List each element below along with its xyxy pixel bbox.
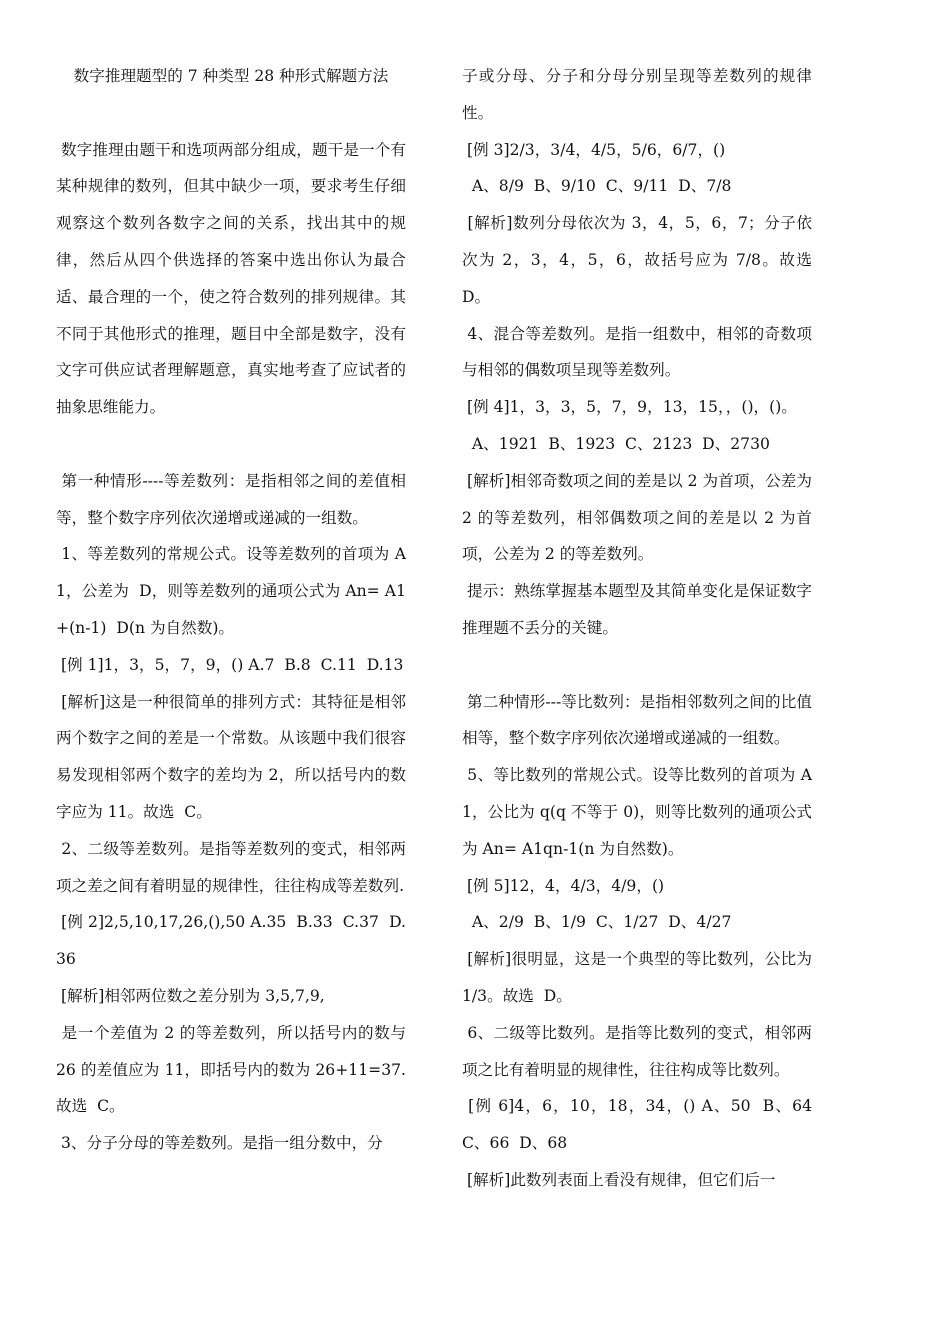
example-5-options: A、2/9 B、1/9 C、1/27 D、4/27 [462, 913, 732, 932]
rule-5-paragraph: 5、等比数列的常规公式。设等比数列的首项为 A1，公比为 q(q 不等于 0)，则等比数列的通项公式为 An= A1qn-1(n 为自然数)。 [462, 766, 812, 858]
section-heading-arithmetic: 第一种情形----等差数列：是指相邻之间的差值相等，整个数字序列依次递增或递减的一组数。 [56, 471, 407, 527]
example-4-options: A、1921 B、1923 C、2123 D、2730 [462, 434, 770, 453]
document-title: 数字推理题型的 7 种类型 28 种形式解题方法 [73, 67, 389, 85]
rule-4-paragraph: 4、混合等差数列。是指一组数中，相邻的奇数项与相邻的偶数项呈现等差数列。 [462, 324, 812, 380]
intro-paragraph: 数字推理由题干和选项两部分组成，题干是一个有某种规律的数列，但其中缺少一项，要求考生仔细观察这个数列各数字之间的关系，找出其中的规律，然后从四个供选择的答案中选出你认为最合适、最合理的一个，使之符合数列的排列规律。其不同于其他形式的推理，题目中全部是数字，没有文字可供应试者理解题意，真实地考查了应试者的抽象思维能力。 [56, 140, 406, 417]
analysis-4: [解析]相邻奇数项之间的差是以 2 为首项，公差为 2 的等差数列，相邻偶数项之间的差是以 2 为首项，公差为 2 的等差数列。 [462, 471, 817, 564]
rule-3-paragraph: 3、分子分母的等差数列。是指一组分数中，分 [56, 1134, 383, 1153]
blank-line [462, 647, 812, 684]
section-heading-geometric: 第二种情形---等比数列：是指相邻数列之间的比值相等，整个数字序列依次递增或递减的一组数。 [462, 692, 812, 748]
example-4: [例 4]1，3，3，5，7，9，13，15，，()，()。 [462, 398, 797, 417]
rule-6-paragraph: 6、二级等比数列。是指等比数列的变式，相邻两项之比有着明显的规律性，往往构成等比数列。 [462, 1023, 812, 1079]
left-column [56, 58, 411, 1162]
blank-line [56, 426, 406, 463]
example-3-options: A、8/9 B、9/10 C、9/11 D、7/8 [462, 177, 732, 196]
analysis-5: [解析]很明显，这是一个典型的等比数列，公比为 1/3。故选 D。 [462, 950, 817, 1005]
analysis-6: [解析]此数列表面上看没有规律，但它们后一 [462, 1170, 776, 1189]
example-1: [例 1]1，3，5，7，9，() A.7 B.8 C.11 D.13 [56, 655, 404, 674]
rule-2-paragraph: 2、二级等差数列。是指等差数列的变式，相邻两项之差之间有着明显的规律性，往往构成等差数列. [56, 839, 406, 895]
example-2: [例 2]2,5,10,17,26,(),50 A.35 B.33 C.37 D.36 [56, 913, 406, 969]
rule-3-continued: 子或分母、分子和分母分别呈现等差数列的规律性。 [462, 67, 812, 122]
example-3: [例 3]2/3，3/4，4/5，5/6，6/7，() [462, 140, 726, 159]
analysis-1: [解析]这是一种很简单的排列方式：其特征是相邻两个数字之间的差是一个常数。从该题中我们很容易发现相邻两个数字的差均为 2，所以括号内的数字应为 11。故选 C。 [56, 692, 406, 821]
analysis-3: [解析]数列分母依次为 3，4，5，6，7；分子依次为 2，3，4，5，6，故括号应为 7/8。故选 D。 [462, 214, 822, 306]
tip-paragraph: 提示：熟练掌握基本题型及其简单变化是保证数字推理题不丢分的关键。 [462, 582, 812, 637]
blank-line [56, 95, 406, 132]
analysis-2-line-1: [解析]相邻两位数之差分别为 3,5,7,9, [56, 986, 325, 1005]
example-6: [例 6]4，6，10，18，34，() A、50 B、64 C、66 D、68 [462, 1097, 822, 1153]
rule-1-paragraph: 1、等差数列的常规公式。设等差数列的首项为 A1，公差为 D，则等差数列的通项公式为 An= A1+(n-1) D(n 为自然数)。 [56, 545, 406, 637]
analysis-2-line-2: 是一个差值为 2 的等差数列，所以括号内的数与 26 的差值应为 11，即括号内的数为 26+11=37. 故选 C。 [56, 1023, 411, 1116]
right-column [462, 58, 822, 1199]
example-5: [例 5]12，4，4/3，4/9，() [462, 876, 665, 895]
